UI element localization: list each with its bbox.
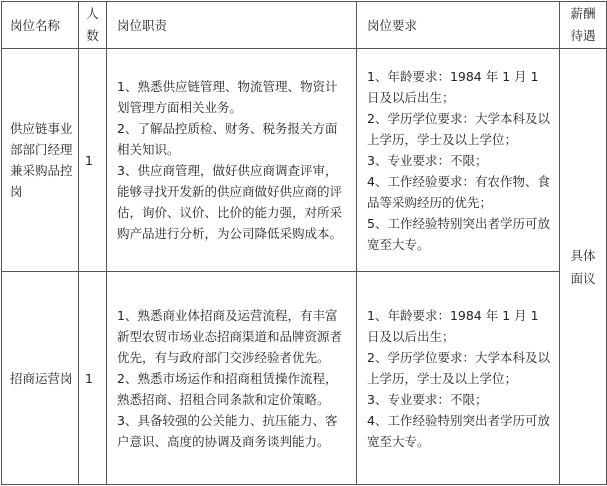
requirement-item: 1、年龄要求：1984 年 1 月 1 日及以后出生；: [367, 68, 539, 105]
position-count: 1: [79, 49, 107, 272]
requirement-item: 2、学历学位要求：大学本科及以上学历，学士及以上学位；: [367, 110, 550, 147]
requirement-item: 1、年龄要求：1984 年 1 月 1 日及以后出生；: [367, 307, 539, 344]
header-requirements: 岗位要求: [357, 2, 560, 49]
recruitment-table: [1, 1, 607, 485]
duties-cell: [107, 272, 357, 485]
duties-cell: [107, 49, 357, 272]
duty-item: 2、熟悉市场运作和招商租赁操作流程，熟悉招商、招租合同条款和定价策略。: [117, 370, 338, 407]
requirement-item: 3、专业要求：不限；: [367, 391, 488, 407]
requirement-item: 4、工作经验要求：有农作物、食品等采购经历的优先；: [367, 173, 550, 210]
header-pay: [560, 2, 607, 49]
requirement-item: 4、工作经验特别突出者学历可放宽至大专。: [367, 412, 550, 449]
header-row: [2, 2, 607, 49]
header-count-line2: 数: [86, 28, 99, 43]
requirements-cell: [357, 49, 560, 272]
pay-cell: [560, 49, 607, 485]
duty-item: 3、供应商管理，做好供应商调查评审，能够寻找开发新的供应商做好供应商的评估，询价、议价、比价的能力强，对所采购产品进行分析，为公司降低采购成本。: [117, 163, 343, 241]
table-row: [2, 272, 607, 485]
header-count-line1: 人: [86, 6, 99, 21]
header-pay-line2: 待遇: [570, 28, 596, 43]
position-name: 招商运营岗: [2, 272, 79, 485]
duty-item: 1、熟悉供应链管理、物流管理、物资计划管理方面相关业务。: [117, 79, 338, 115]
requirement-item: 3、专业要求：不限；: [367, 152, 488, 168]
duty-item: 3、具备较强的公关能力、抗压能力、客户意识、高度的协调及商务谈判能力。: [117, 412, 338, 449]
header-duties: 岗位职责: [107, 2, 357, 49]
pay-line2: 面议: [570, 270, 596, 286]
position-name: 供应链事业部部门经理兼采购品控岗: [2, 49, 79, 272]
duty-item: 1、熟悉商业体招商及运营流程，有丰富新型农贸市场业态招商渠道和品牌资源者优先，有与政府部门交涉经验者优先。: [117, 307, 343, 365]
header-pay-line1: 薪酬: [570, 6, 596, 21]
requirement-item: 2、学历学位要求：大学本科及以上学历，学士及以上学位；: [367, 349, 550, 386]
requirements-cell: [357, 272, 560, 485]
pay-line1: 具体: [570, 247, 596, 263]
table-row: [2, 49, 607, 272]
header-position: 岗位名称: [2, 2, 79, 49]
requirement-item: 5、工作经验特别突出者学历可放宽至大专。: [367, 215, 550, 252]
header-count: [79, 2, 107, 49]
duty-item: 2、了解品控质检、财务、税务报关方面相关知识。: [117, 121, 338, 157]
position-count: 1: [79, 272, 107, 485]
